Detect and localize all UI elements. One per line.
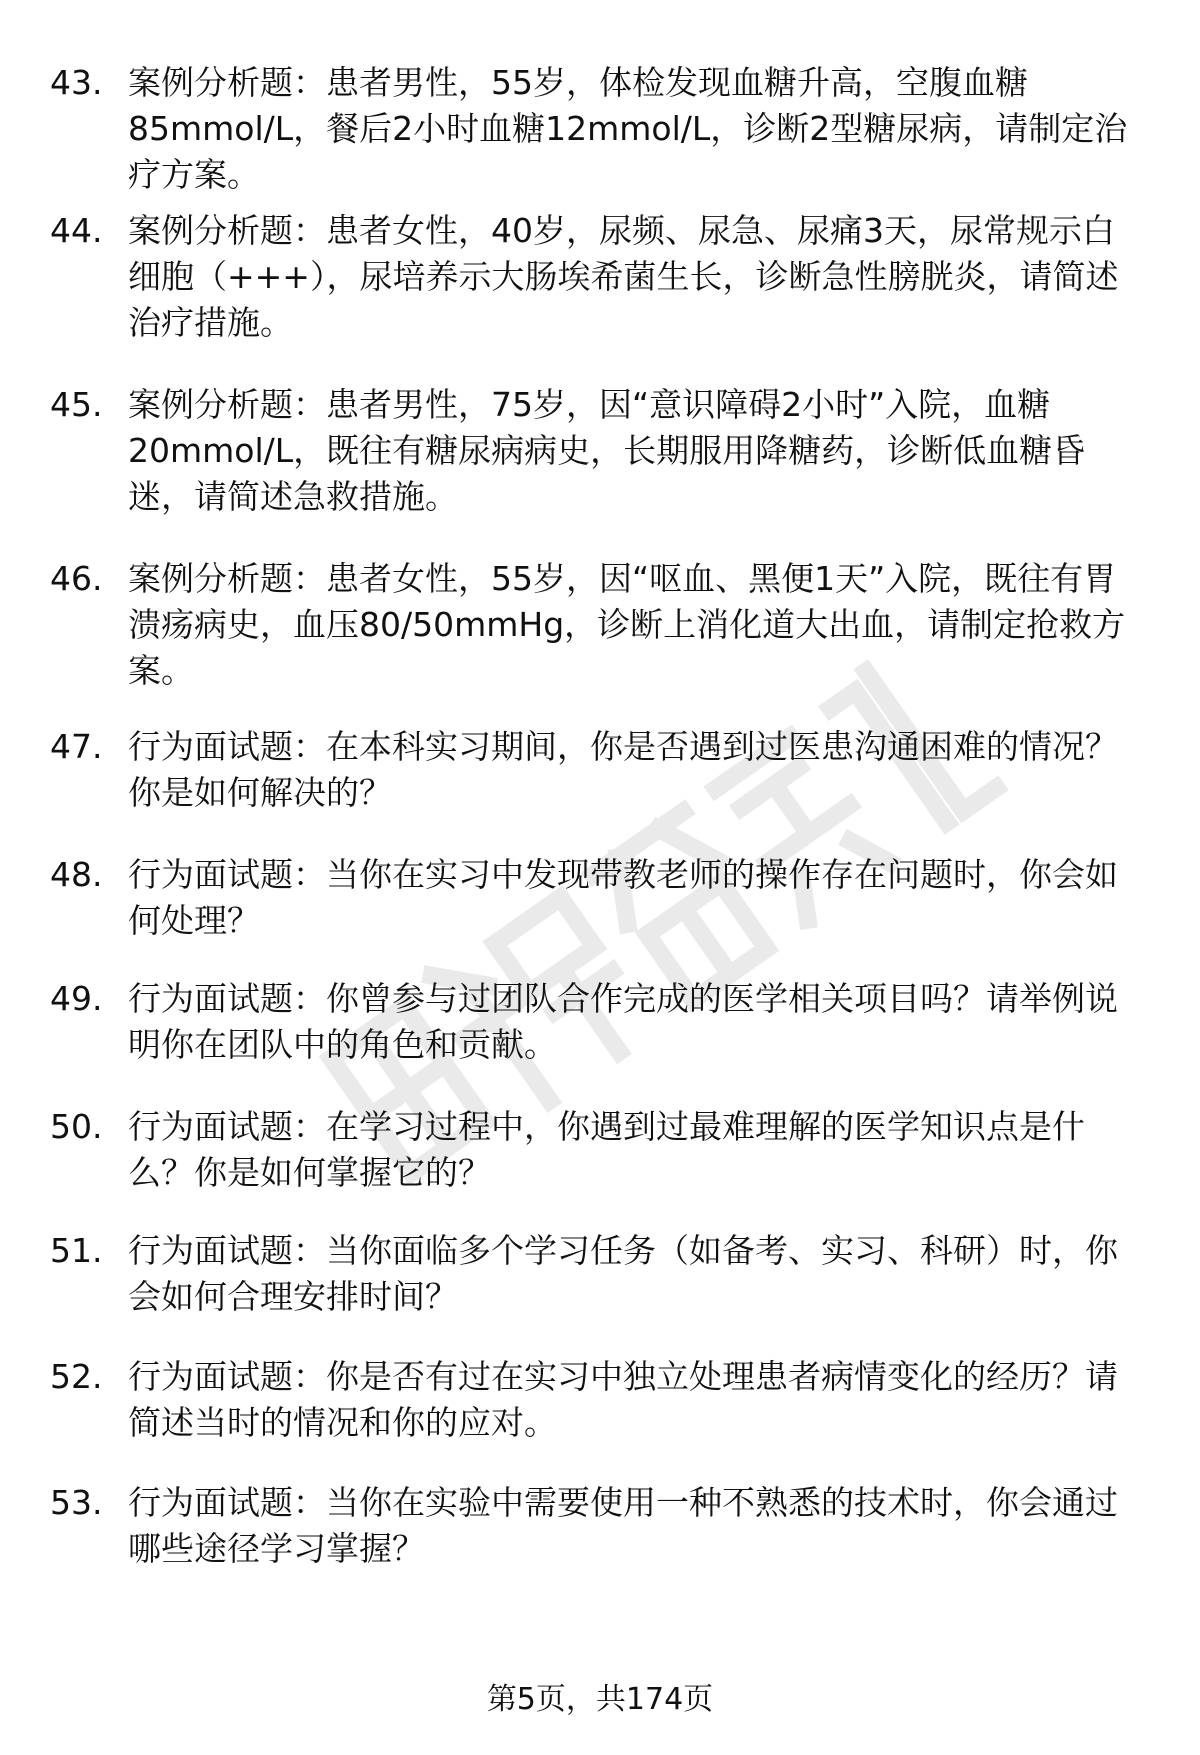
question-item	[0, 1354, 1200, 1480]
question-number: 43.	[50, 63, 103, 102]
question-number: 46.	[50, 559, 103, 598]
question-number: 44.	[50, 211, 103, 250]
question-text: 案例分析题：患者女性，40岁，尿频、尿急、尿痛3天，尿常规示白细胞（+++），尿培养示大肠埃希菌生长，诊断急性膀胱炎，请简述治疗措施。	[128, 211, 1119, 342]
question-item	[0, 852, 1200, 976]
question-number: 53.	[50, 1483, 103, 1522]
question-item	[0, 976, 1200, 1104]
question-number: 45.	[50, 385, 103, 424]
question-item	[0, 60, 1200, 208]
question-item	[0, 382, 1200, 556]
question-number: 51.	[50, 1231, 103, 1270]
question-number: 48.	[50, 855, 103, 894]
question-item	[0, 1104, 1200, 1228]
question-text: 案例分析题：患者女性，55岁，因“呕血、黑便1天”入院，既往有胃溃疡病史，血压80/50mmHg，诊断上消化道大出血，请制定抢救方案。	[128, 559, 1126, 690]
question-number: 49.	[50, 979, 103, 1018]
question-item	[0, 724, 1200, 852]
question-item	[0, 1228, 1200, 1354]
page-indicator: 第5页，共174页	[486, 1682, 714, 1717]
question-text: 行为面试题：当你在实习中发现带教老师的操作存在问题时，你会如何处理？	[128, 855, 1118, 940]
question-text: 行为面试题：你曾参与过团队合作完成的医学相关项目吗？请举例说明你在团队中的角色和贡献。	[128, 979, 1118, 1064]
question-item	[0, 208, 1200, 382]
question-text: 案例分析题：患者男性，55岁，体检发现血糖升高，空腹血糖85mmol/L，餐后2小时血糖12mmol/L，诊断2型糖尿病，请制定治疗方案。	[128, 63, 1128, 194]
question-text: 案例分析题：患者男性，75岁，因“意识障碍2小时”入院，血糖20mmol/L，既往有糖尿病病史，长期服用降糖药，诊断低血糖昏迷，请简述急救措施。	[128, 385, 1086, 516]
question-text: 行为面试题：你是否有过在实习中独立处理患者病情变化的经历？请简述当时的情况和你的应对。	[128, 1357, 1118, 1442]
question-number: 50.	[50, 1107, 103, 1146]
question-text: 行为面试题：当你面临多个学习任务（如备考、实习、科研）时，你会如何合理安排时间？	[128, 1231, 1118, 1316]
question-number: 52.	[50, 1357, 103, 1396]
question-item	[0, 1480, 1200, 1580]
question-text: 行为面试题：在学习过程中，你遇到过最难理解的医学知识点是什么？你是如何掌握它的？	[128, 1107, 1085, 1192]
question-item	[0, 556, 1200, 724]
question-text: 行为面试题：在本科实习期间，你是否遇到过医患沟通困难的情况？你是如何解决的？	[128, 727, 1118, 812]
question-text: 行为面试题：当你在实验中需要使用一种不熟悉的技术时，你会通过哪些途径学习掌握？	[128, 1483, 1118, 1568]
question-number: 47.	[50, 727, 103, 766]
question-list	[0, 60, 1200, 1580]
